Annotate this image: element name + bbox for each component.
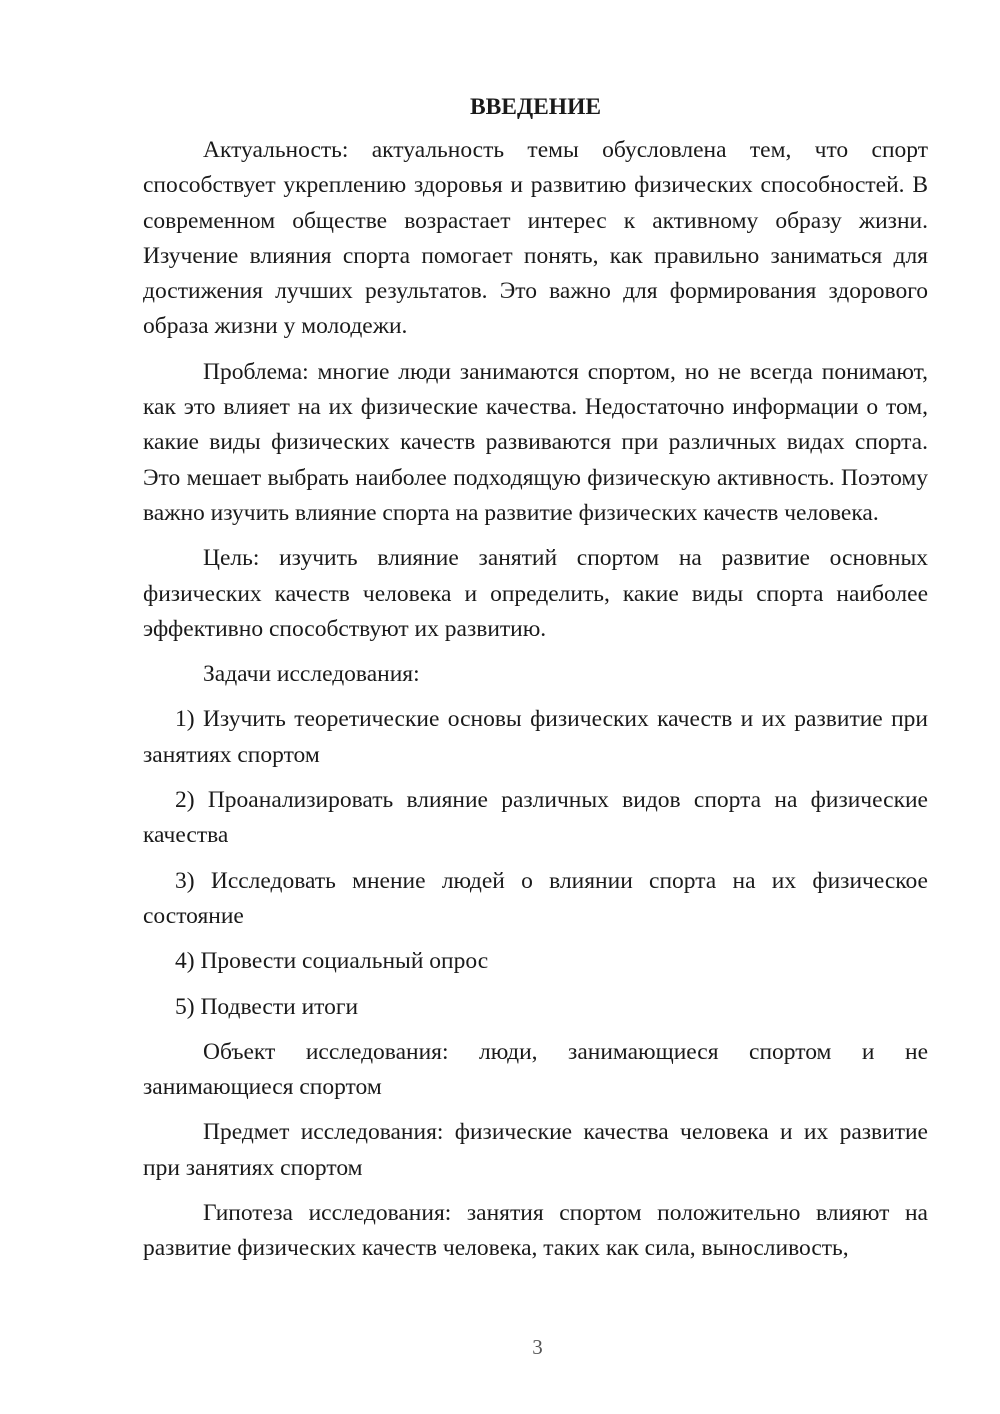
task-item-4: 4) Провести социальный опрос [175,948,489,975]
paragraph-problem: Проблема: многие люди занимаются спортом, но не всегда понимают, как это влияет на их физические качества. Недостаточно информации о том, какие виды физических качеств развиваются при различных видах спорта. Это мешает выбрать наиболее подходящую физическую активность. Поэтому важно изучить влияние спорта на развитие физических качеств человека. [143,358,928,526]
paragraph-subject: Предмет исследования: физические качества человека и их развитие при занятиях спортом [143,1119,928,1181]
task-item-1: 1) Изучить теоретические основы физических качеств и их развитие при занятиях спортом [143,706,928,768]
paragraph-relevance: Актуальность: актуальность темы обусловлена тем, что спорт способствует укреплению здоровья и развитию физических способностей. В современном обществе возрастает интерес к активному образу жизни. Изучение влияния спорта помогает понять, как правильно заниматься для достижения лучших результатов. Это важно для формирования здорового образа жизни у молодежи. [143,137,928,340]
task-item-3: 3) Исследовать мнение людей о влиянии спорта на их физическое состояние [143,867,928,929]
paragraph-object: Объект исследования: люди, занимающиеся спортом и не занимающиеся спортом [143,1038,928,1101]
paragraph-hypothesis: Гипотеза исследования: занятия спортом положительно влияют на развитие физических качеств человека, таких как сила, выносливость, [143,1200,928,1262]
task-item-2: 2) Проанализировать влияние различных видов спорта на физические качества [143,787,928,849]
section-heading: ВВЕДЕНИЕ [469,94,602,120]
paragraph-goal: Цель: изучить влияние занятий спортом на развитие основных физических качеств человека и определить, какие виды спорта наиболее эффективно способствуют их развитию. [143,545,928,642]
task-item-5: 5) Подвести итоги [175,993,359,1020]
tasks-title: Задачи исследования: [203,661,420,688]
document-body [143,90,928,1277]
page-number: 3 [532,1335,543,1359]
